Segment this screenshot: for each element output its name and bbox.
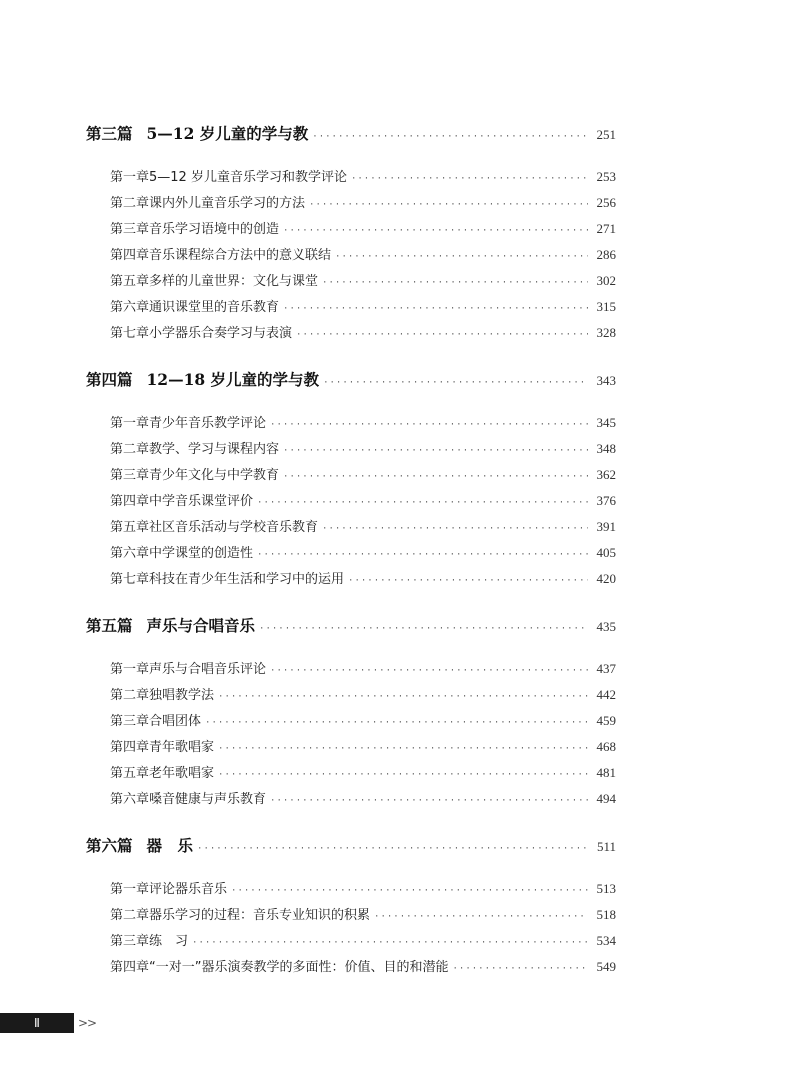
chapter-number: 第二章 xyxy=(110,196,150,211)
dot-leader xyxy=(270,788,588,814)
dot-leader xyxy=(312,123,588,151)
part-number: 第六篇 xyxy=(86,836,133,855)
chapter-title: 多样的儿童世界：文化与课堂 xyxy=(149,274,319,289)
dot-leader xyxy=(218,684,588,710)
dot-leader xyxy=(283,218,588,244)
dot-leader xyxy=(283,438,588,464)
chapter-entry[interactable] xyxy=(110,682,616,708)
chapter-entry[interactable] xyxy=(110,954,616,980)
dot-leader xyxy=(192,930,588,956)
chapter-page-number: 534 xyxy=(596,933,616,948)
chapter-number: 第二章 xyxy=(110,442,150,457)
chapter-number: 第一章 xyxy=(110,416,150,431)
chapter-entry[interactable] xyxy=(110,216,616,242)
chapter-entry[interactable] xyxy=(110,514,616,540)
chapter-page-number: 513 xyxy=(596,881,616,896)
chapter-title: 音乐课程综合方法中的意义联结 xyxy=(149,248,332,263)
part-page-number: 251 xyxy=(596,127,616,142)
chapter-title: 独唱教学法 xyxy=(149,688,215,703)
part-section xyxy=(86,832,616,980)
page-footer xyxy=(0,1013,96,1033)
table-of-contents xyxy=(86,120,616,1000)
part-entry[interactable] xyxy=(86,120,616,148)
dot-leader xyxy=(348,568,588,594)
dot-leader xyxy=(197,835,588,863)
chapter-entry[interactable] xyxy=(110,760,616,786)
chapter-entry[interactable] xyxy=(110,488,616,514)
chapter-title: 中学音乐课堂评价 xyxy=(149,494,254,509)
chapter-page-number: 253 xyxy=(596,169,616,184)
chapter-entry[interactable] xyxy=(110,436,616,462)
chapter-number: 第三章 xyxy=(110,468,150,483)
chapter-title: 科技在青少年生活和学习中的运用 xyxy=(149,572,345,587)
chapter-entry[interactable] xyxy=(110,734,616,760)
part-page-number: 343 xyxy=(596,373,616,388)
chapter-page-number: 286 xyxy=(596,247,616,262)
chapter-title: 青年歌唱家 xyxy=(149,740,215,755)
dot-leader xyxy=(257,490,588,516)
dot-leader xyxy=(374,904,588,930)
chapter-title: 小学器乐合奏学习与表演 xyxy=(149,326,293,341)
chapter-page-number: 481 xyxy=(596,765,616,780)
chapter-number: 第二章 xyxy=(110,908,150,923)
chapter-title: 课内外儿童音乐学习的方法 xyxy=(149,196,306,211)
chapter-title: 音乐学习语境中的创造 xyxy=(149,222,280,237)
chapter-title: “一对一”器乐演奏教学的多面性：价值、目的和潜能 xyxy=(149,960,449,975)
chapter-number: 第七章 xyxy=(110,572,150,587)
chapter-page-number: 348 xyxy=(596,441,616,456)
part-title: 5—12 岁儿童的学与教 xyxy=(146,124,309,143)
dot-leader xyxy=(322,516,588,542)
part-section xyxy=(86,120,616,346)
chapter-title: 教学、学习与课程内容 xyxy=(149,442,280,457)
part-entry[interactable] xyxy=(86,612,616,640)
chapter-number: 第四章 xyxy=(110,248,150,263)
chapter-page-number: 442 xyxy=(596,687,616,702)
chapter-entry[interactable] xyxy=(110,462,616,488)
chapter-entry[interactable] xyxy=(110,410,616,436)
chapter-entry[interactable] xyxy=(110,268,616,294)
part-entry[interactable] xyxy=(86,366,616,394)
part-title: 声乐与合唱音乐 xyxy=(146,616,256,635)
chapter-title: 声乐与合唱音乐评论 xyxy=(149,662,267,677)
dot-leader xyxy=(270,412,588,438)
chapter-entry[interactable] xyxy=(110,540,616,566)
chapter-entry[interactable] xyxy=(110,708,616,734)
chapter-number: 第五章 xyxy=(110,520,150,535)
dot-leader xyxy=(257,542,588,568)
chapter-title: 青少年音乐教学评论 xyxy=(149,416,267,431)
chapter-number: 第五章 xyxy=(110,274,150,289)
chapter-entry[interactable] xyxy=(110,242,616,268)
chapter-entry[interactable] xyxy=(110,294,616,320)
chapter-page-number: 420 xyxy=(596,571,616,586)
dot-leader xyxy=(323,369,588,397)
part-number: 第四篇 xyxy=(86,370,133,389)
chapter-number: 第六章 xyxy=(110,546,150,561)
chapter-title: 练 习 xyxy=(149,934,189,949)
chapter-title: 器乐学习的过程：音乐专业知识的积累 xyxy=(149,908,371,923)
dot-leader xyxy=(335,244,588,270)
chapter-number: 第三章 xyxy=(110,222,150,237)
chapter-number: 第七章 xyxy=(110,326,150,341)
chapter-number: 第三章 xyxy=(110,714,150,729)
chapter-entry[interactable] xyxy=(110,786,616,812)
chapter-number: 第一章 xyxy=(110,882,150,897)
dot-leader xyxy=(296,322,588,348)
chapter-number: 第一章 xyxy=(110,662,150,677)
dot-leader xyxy=(453,956,589,982)
page-number-bar xyxy=(0,1013,74,1033)
dot-leader xyxy=(205,710,588,736)
chapter-title: 社区音乐活动与学校音乐教育 xyxy=(149,520,319,535)
dot-leader xyxy=(309,192,588,218)
dot-leader xyxy=(283,464,588,490)
part-section xyxy=(86,366,616,592)
chapter-number: 第三章 xyxy=(110,934,150,949)
chapter-page-number: 362 xyxy=(596,467,616,482)
chapter-number: 第四章 xyxy=(110,740,150,755)
chapter-number: 第五章 xyxy=(110,766,150,781)
chapter-number: 第一章 xyxy=(110,170,150,185)
chapter-title: 中学课堂的创造性 xyxy=(149,546,254,561)
chapter-number: 第四章 xyxy=(110,960,150,975)
dot-leader xyxy=(322,270,588,296)
chapter-entry[interactable] xyxy=(110,902,616,928)
part-title: 器 乐 xyxy=(146,836,194,855)
part-number: 第三篇 xyxy=(86,124,133,143)
chapter-page-number: 459 xyxy=(596,713,616,728)
chapter-entry[interactable] xyxy=(110,928,616,954)
chapter-page-number: 376 xyxy=(596,493,616,508)
chapter-list xyxy=(110,656,616,812)
chapter-page-number: 391 xyxy=(596,519,616,534)
chapter-title: 老年歌唱家 xyxy=(149,766,215,781)
dot-leader xyxy=(283,296,588,322)
chapter-entry[interactable] xyxy=(110,320,616,346)
chapter-title: 5—12 岁儿童音乐学习和教学评论 xyxy=(149,170,347,185)
part-title: 12—18 岁儿童的学与教 xyxy=(146,370,320,389)
chapter-page-number: 518 xyxy=(596,907,616,922)
chapter-entry[interactable] xyxy=(110,876,616,902)
chapter-entry[interactable] xyxy=(110,566,616,592)
page-number-label: Ⅱ xyxy=(34,1015,40,1030)
chapter-list xyxy=(110,410,616,592)
chapter-page-number: 437 xyxy=(596,661,616,676)
chapter-title: 评论器乐音乐 xyxy=(149,882,228,897)
chapter-entry[interactable] xyxy=(110,164,616,190)
dot-leader xyxy=(231,878,588,904)
dot-leader xyxy=(351,166,588,192)
part-page-number: 435 xyxy=(596,619,616,634)
chapter-entry[interactable] xyxy=(110,190,616,216)
chapter-number: 第六章 xyxy=(110,792,150,807)
chapter-page-number: 345 xyxy=(596,415,616,430)
chapter-page-number: 549 xyxy=(596,959,616,974)
dot-leader xyxy=(218,762,588,788)
chapter-title: 通识课堂里的音乐教育 xyxy=(149,300,280,315)
double-chevron-right-icon: >> xyxy=(78,1016,97,1030)
chapter-page-number: 468 xyxy=(596,739,616,754)
chapter-page-number: 328 xyxy=(596,325,616,340)
chapter-number: 第二章 xyxy=(110,688,150,703)
chapter-title: 嗓音健康与声乐教育 xyxy=(149,792,267,807)
chapter-page-number: 315 xyxy=(596,299,616,314)
chapter-page-number: 271 xyxy=(596,221,616,236)
chapter-page-number: 256 xyxy=(596,195,616,210)
chapter-number: 第六章 xyxy=(110,300,150,315)
part-entry[interactable] xyxy=(86,832,616,860)
chapter-number: 第四章 xyxy=(110,494,150,509)
dot-leader xyxy=(218,736,588,762)
dot-leader xyxy=(259,615,588,643)
chapter-list xyxy=(110,876,616,980)
part-page-number: 511 xyxy=(596,839,616,854)
chapter-entry[interactable] xyxy=(110,656,616,682)
chapter-title: 合唱团体 xyxy=(149,714,202,729)
dot-leader xyxy=(270,658,588,684)
part-number: 第五篇 xyxy=(86,616,133,635)
chapter-page-number: 494 xyxy=(596,791,616,806)
part-section xyxy=(86,612,616,812)
chapter-page-number: 405 xyxy=(596,545,616,560)
chapter-list xyxy=(110,164,616,346)
chapter-page-number: 302 xyxy=(596,273,616,288)
chapter-title: 青少年文化与中学教育 xyxy=(149,468,280,483)
